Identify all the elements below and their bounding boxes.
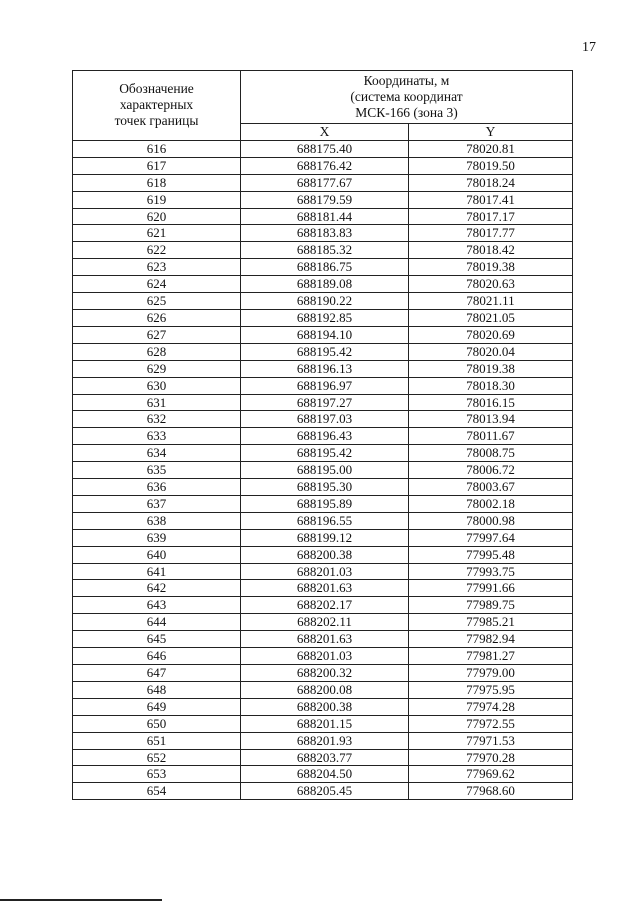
- x-coordinate-cell: 688175.40: [241, 140, 409, 157]
- y-coordinate-cell: 78013.94: [409, 411, 573, 428]
- table-row: [73, 225, 573, 242]
- table-body: [73, 140, 573, 799]
- point-number-cell: 654: [73, 783, 241, 800]
- y-column-header: Y: [409, 124, 573, 141]
- y-coordinate-cell: 77969.62: [409, 766, 573, 783]
- table-row: [73, 309, 573, 326]
- point-number-cell: 632: [73, 411, 241, 428]
- table-row: [73, 208, 573, 225]
- point-header-line: точек границы: [114, 113, 199, 129]
- point-number-cell: 622: [73, 242, 241, 259]
- table-row: [73, 783, 573, 800]
- x-coordinate-cell: 688186.75: [241, 259, 409, 276]
- y-coordinate-cell: 78000.98: [409, 512, 573, 529]
- x-coordinate-cell: 688194.10: [241, 326, 409, 343]
- y-coordinate-cell: 78003.67: [409, 479, 573, 496]
- point-number-cell: 649: [73, 698, 241, 715]
- x-coordinate-cell: 688195.42: [241, 445, 409, 462]
- point-number-cell: 621: [73, 225, 241, 242]
- y-coordinate-cell: 78016.15: [409, 394, 573, 411]
- y-coordinate-cell: 78017.41: [409, 191, 573, 208]
- point-number-cell: 617: [73, 157, 241, 174]
- y-coordinate-cell: 78020.63: [409, 276, 573, 293]
- point-number-cell: 633: [73, 428, 241, 445]
- y-coordinate-cell: 78020.69: [409, 326, 573, 343]
- y-coordinate-cell: 77979.00: [409, 665, 573, 682]
- x-coordinate-cell: 688200.08: [241, 681, 409, 698]
- x-coordinate-cell: 688199.12: [241, 529, 409, 546]
- x-coordinate-cell: 688201.03: [241, 563, 409, 580]
- x-coordinate-cell: 688195.30: [241, 479, 409, 496]
- table-row: [73, 698, 573, 715]
- y-coordinate-cell: 77982.94: [409, 631, 573, 648]
- table-row: [73, 157, 573, 174]
- y-coordinate-cell: 78017.17: [409, 208, 573, 225]
- x-coordinate-cell: 688196.43: [241, 428, 409, 445]
- page-number: 17: [582, 40, 596, 55]
- x-coordinate-cell: 688192.85: [241, 309, 409, 326]
- point-number-cell: 624: [73, 276, 241, 293]
- table-row: [73, 648, 573, 665]
- x-coordinate-cell: 688204.50: [241, 766, 409, 783]
- table-row: [73, 597, 573, 614]
- point-number-cell: 641: [73, 563, 241, 580]
- x-coordinate-cell: 688201.63: [241, 631, 409, 648]
- point-number-cell: 643: [73, 597, 241, 614]
- x-coordinate-cell: 688201.15: [241, 715, 409, 732]
- y-coordinate-cell: 77993.75: [409, 563, 573, 580]
- point-number-cell: 650: [73, 715, 241, 732]
- coords-header-line: (система координат: [350, 89, 463, 104]
- x-coordinate-cell: 688201.03: [241, 648, 409, 665]
- y-coordinate-cell: 78018.24: [409, 174, 573, 191]
- table-row: [73, 259, 573, 276]
- table-row: [73, 580, 573, 597]
- x-coordinate-cell: 688185.32: [241, 242, 409, 259]
- table-row: [73, 174, 573, 191]
- x-coordinate-cell: 688203.77: [241, 749, 409, 766]
- x-coordinate-cell: 688205.45: [241, 783, 409, 800]
- table-row: [73, 479, 573, 496]
- point-designation-header: [73, 71, 241, 141]
- footnote-separator-line: [0, 899, 162, 901]
- point-number-cell: 636: [73, 479, 241, 496]
- y-coordinate-cell: 77970.28: [409, 749, 573, 766]
- y-coordinate-cell: 78017.77: [409, 225, 573, 242]
- table-row: [73, 546, 573, 563]
- table-row: [73, 766, 573, 783]
- table-row: [73, 512, 573, 529]
- point-number-cell: 645: [73, 631, 241, 648]
- y-coordinate-cell: 77989.75: [409, 597, 573, 614]
- x-coordinate-cell: 688202.11: [241, 614, 409, 631]
- point-number-cell: 616: [73, 140, 241, 157]
- y-coordinate-cell: 77991.66: [409, 580, 573, 597]
- table-row: [73, 495, 573, 512]
- point-number-cell: 629: [73, 360, 241, 377]
- point-number-cell: 618: [73, 174, 241, 191]
- coordinates-header: [241, 71, 573, 124]
- table-row: [73, 529, 573, 546]
- x-coordinate-cell: 688196.55: [241, 512, 409, 529]
- x-coordinate-cell: 688190.22: [241, 293, 409, 310]
- x-coordinate-cell: 688197.27: [241, 394, 409, 411]
- y-coordinate-cell: 78019.38: [409, 259, 573, 276]
- point-number-cell: 651: [73, 732, 241, 749]
- x-coordinate-cell: 688200.38: [241, 698, 409, 715]
- x-coordinate-cell: 688197.03: [241, 411, 409, 428]
- table-row: [73, 715, 573, 732]
- point-number-cell: 638: [73, 512, 241, 529]
- boundary-points-table: [72, 70, 573, 800]
- table-row: [73, 665, 573, 682]
- point-number-cell: 627: [73, 326, 241, 343]
- x-coordinate-cell: 688196.97: [241, 377, 409, 394]
- point-number-cell: 631: [73, 394, 241, 411]
- point-number-cell: 652: [73, 749, 241, 766]
- point-number-cell: 619: [73, 191, 241, 208]
- point-number-cell: 640: [73, 546, 241, 563]
- x-coordinate-cell: 688195.00: [241, 462, 409, 479]
- point-number-cell: 625: [73, 293, 241, 310]
- table-row: [73, 631, 573, 648]
- x-coordinate-cell: 688181.44: [241, 208, 409, 225]
- x-column-header: X: [241, 124, 409, 141]
- x-coordinate-cell: 688189.08: [241, 276, 409, 293]
- point-number-cell: 639: [73, 529, 241, 546]
- x-coordinate-cell: 688179.59: [241, 191, 409, 208]
- y-coordinate-cell: 77972.55: [409, 715, 573, 732]
- y-coordinate-cell: 78019.38: [409, 360, 573, 377]
- table-row: [73, 326, 573, 343]
- y-coordinate-cell: 78011.67: [409, 428, 573, 445]
- x-coordinate-cell: 688200.32: [241, 665, 409, 682]
- point-number-cell: 647: [73, 665, 241, 682]
- y-coordinate-cell: 77975.95: [409, 681, 573, 698]
- point-header-line: Обозначение: [119, 81, 194, 97]
- x-coordinate-cell: 688202.17: [241, 597, 409, 614]
- x-coordinate-cell: 688176.42: [241, 157, 409, 174]
- x-coordinate-cell: 688201.63: [241, 580, 409, 597]
- y-coordinate-cell: 77974.28: [409, 698, 573, 715]
- point-number-cell: 628: [73, 343, 241, 360]
- y-coordinate-cell: 78008.75: [409, 445, 573, 462]
- table-row: [73, 276, 573, 293]
- y-coordinate-cell: 78018.42: [409, 242, 573, 259]
- table-row: [73, 462, 573, 479]
- y-coordinate-cell: 77968.60: [409, 783, 573, 800]
- table-header: [73, 71, 573, 141]
- point-number-cell: 644: [73, 614, 241, 631]
- table-row: [73, 428, 573, 445]
- point-number-cell: 635: [73, 462, 241, 479]
- y-coordinate-cell: 77971.53: [409, 732, 573, 749]
- point-number-cell: 637: [73, 495, 241, 512]
- y-coordinate-cell: 78021.11: [409, 293, 573, 310]
- point-number-cell: 623: [73, 259, 241, 276]
- table-row: [73, 749, 573, 766]
- x-coordinate-cell: 688195.42: [241, 343, 409, 360]
- table-row: [73, 732, 573, 749]
- coords-header-line: Координаты, м: [363, 73, 450, 88]
- x-coordinate-cell: 688196.13: [241, 360, 409, 377]
- coords-header-line: МСК-166 (зона 3): [355, 105, 458, 120]
- y-coordinate-cell: 77995.48: [409, 546, 573, 563]
- table-row: [73, 445, 573, 462]
- point-number-cell: 642: [73, 580, 241, 597]
- table-row: [73, 242, 573, 259]
- point-header-line: характерных: [119, 97, 194, 113]
- table-row: [73, 411, 573, 428]
- point-number-cell: 648: [73, 681, 241, 698]
- x-coordinate-cell: 688195.89: [241, 495, 409, 512]
- point-number-cell: 626: [73, 309, 241, 326]
- table-row: [73, 360, 573, 377]
- table-row: [73, 343, 573, 360]
- x-coordinate-cell: 688183.83: [241, 225, 409, 242]
- y-coordinate-cell: 78002.18: [409, 495, 573, 512]
- y-coordinate-cell: 77997.64: [409, 529, 573, 546]
- table-row: [73, 563, 573, 580]
- table-row: [73, 681, 573, 698]
- x-coordinate-cell: 688201.93: [241, 732, 409, 749]
- table-row: [73, 191, 573, 208]
- y-coordinate-cell: 78018.30: [409, 377, 573, 394]
- y-coordinate-cell: 77981.27: [409, 648, 573, 665]
- point-number-cell: 630: [73, 377, 241, 394]
- table-row: [73, 377, 573, 394]
- point-number-cell: 646: [73, 648, 241, 665]
- y-coordinate-cell: 78021.05: [409, 309, 573, 326]
- table-row: [73, 140, 573, 157]
- y-coordinate-cell: 78019.50: [409, 157, 573, 174]
- x-coordinate-cell: 688177.67: [241, 174, 409, 191]
- y-coordinate-cell: 78006.72: [409, 462, 573, 479]
- point-number-cell: 653: [73, 766, 241, 783]
- table-row: [73, 614, 573, 631]
- y-coordinate-cell: 78020.81: [409, 140, 573, 157]
- y-coordinate-cell: 78020.04: [409, 343, 573, 360]
- point-number-cell: 620: [73, 208, 241, 225]
- y-coordinate-cell: 77985.21: [409, 614, 573, 631]
- x-coordinate-cell: 688200.38: [241, 546, 409, 563]
- point-number-cell: 634: [73, 445, 241, 462]
- table-row: [73, 394, 573, 411]
- table-row: [73, 293, 573, 310]
